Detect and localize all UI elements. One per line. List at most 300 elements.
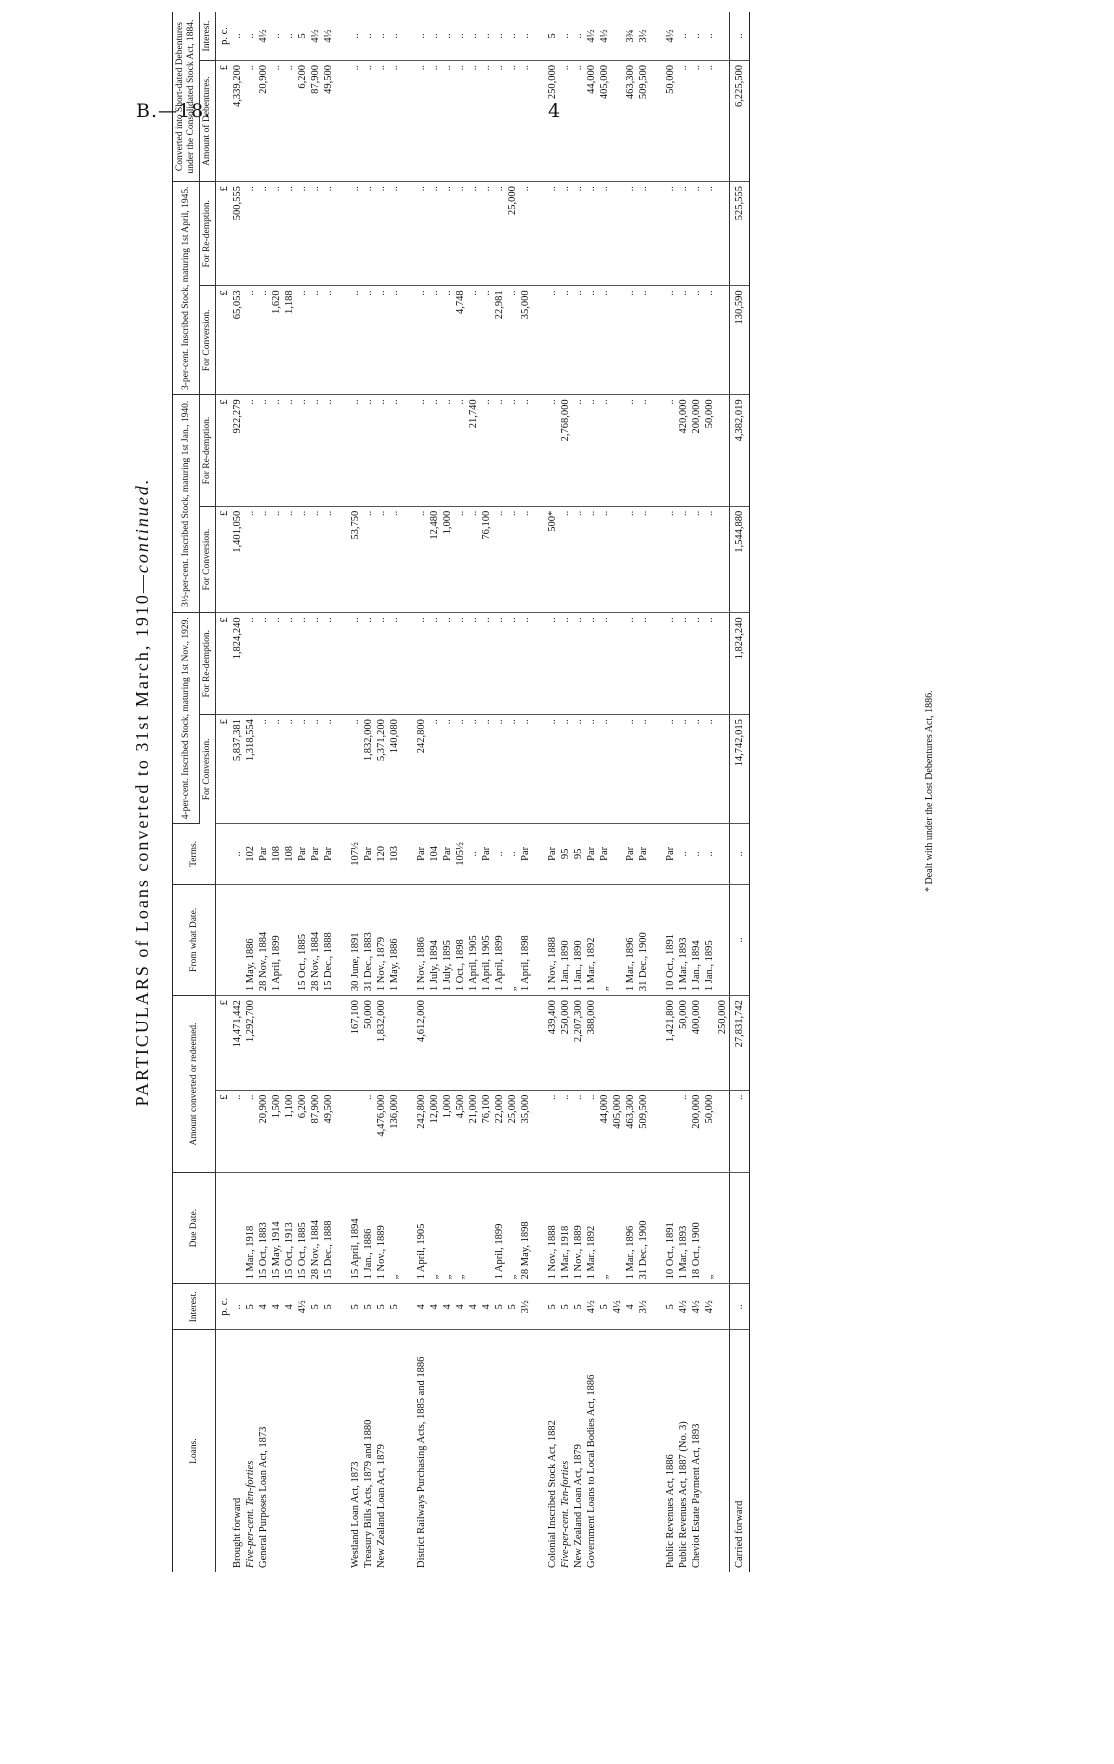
cell-debenture-amount: 250,000 xyxy=(546,61,559,182)
cell-amount-sub: 4,476,000 xyxy=(375,1090,388,1172)
cell-debenture-interest: 4½ xyxy=(664,12,677,61)
cell-stock-3pc-redemption: .. xyxy=(480,182,493,286)
cell-interest: .. xyxy=(231,1284,244,1330)
cell-stock-4pc-redemption: .. xyxy=(441,613,454,715)
cell-stock-3-5pc-redemption: .. xyxy=(441,395,454,506)
cell-stock-3pc-conversion xyxy=(401,286,415,395)
cell-debenture-amount: 44,000 xyxy=(585,61,598,182)
cell-terms: Par xyxy=(296,824,309,885)
cell-amount-sub xyxy=(716,1090,730,1172)
cell-debenture-amount: .. xyxy=(441,61,454,182)
cell-loan-name: Government Loans to Local Bodies Act, 1886 xyxy=(586,1374,597,1568)
table-row xyxy=(664,12,677,1572)
cell-amount-total xyxy=(283,996,296,1090)
cell-stock-4pc-redemption: .. xyxy=(572,613,585,715)
cell-stock-4pc-conversion: .. xyxy=(257,715,270,824)
header-interest: Interest. xyxy=(173,1284,216,1330)
cell-stock-4pc-redemption: .. xyxy=(428,613,441,715)
cell-debenture-amount: .. xyxy=(428,61,441,182)
cell-amount-total: 2,207,300 xyxy=(572,996,585,1090)
cell-due-date: 18 Oct., 1900 xyxy=(690,1172,703,1283)
cell-from-date: 28 Nov., 1884 xyxy=(257,884,270,995)
cell-amount-total: 250,000 xyxy=(559,996,572,1090)
cell-stock-4pc-conversion: .. xyxy=(309,715,322,824)
unit-pound: £ xyxy=(216,61,232,182)
cell-due-date: 1 Nov., 1889 xyxy=(572,1172,585,1283)
cell-interest: 5 xyxy=(598,1284,611,1330)
cell-stock-3-5pc-conversion xyxy=(650,506,664,613)
cell-amount-sub: 1,100 xyxy=(283,1090,296,1172)
cell-debenture-interest: 3¾ xyxy=(624,12,637,61)
cell-debenture-amount: .. xyxy=(519,61,532,182)
cell-stock-4pc-redemption: .. xyxy=(664,613,677,715)
header-converted-debentures: Converted into Short-dated Debentures under the Consolidated Stock Act, 1884. xyxy=(173,12,200,182)
cell-stock-3pc-redemption: .. xyxy=(585,182,598,286)
cell-stock-3-5pc-conversion: .. xyxy=(493,506,506,613)
cell-from-date xyxy=(283,884,296,995)
table-row xyxy=(454,12,467,1572)
cell-loan-name xyxy=(703,1330,716,1572)
cell-debenture-interest: .. xyxy=(493,12,506,61)
cell-stock-3-5pc-conversion: .. xyxy=(244,506,257,613)
cell-stock-4pc-conversion: 140,080 xyxy=(388,715,401,824)
cell-amount-sub: 35,000 xyxy=(519,1090,532,1172)
cell-from-date xyxy=(611,884,624,995)
cell-amount-total xyxy=(506,996,519,1090)
table-row xyxy=(677,12,690,1572)
cell-debenture-amount: .. xyxy=(270,61,283,182)
cell-stock-3pc-conversion: .. xyxy=(637,286,650,395)
cell-stock-3-5pc-redemption: .. xyxy=(270,395,283,506)
cell-loan-name xyxy=(322,1330,335,1572)
cell-stock-3pc-redemption: .. xyxy=(703,182,716,286)
cell-from-date: 1 April, 1899 xyxy=(493,884,506,995)
cell-amount-total xyxy=(650,996,664,1090)
cell-stock-3-5pc-redemption: .. xyxy=(585,395,598,506)
cell-interest: 4 xyxy=(624,1284,637,1330)
cell-stock-3pc-conversion: .. xyxy=(362,286,375,395)
unit-pound: £ xyxy=(216,1090,232,1172)
cell-stock-3pc-conversion: .. xyxy=(703,286,716,395)
rotated-table-region xyxy=(132,12,1082,1572)
total-amt2: 27,831,742 xyxy=(730,996,750,1090)
cell-stock-4pc-conversion: .. xyxy=(559,715,572,824)
cell-stock-3-5pc-conversion xyxy=(335,506,349,613)
table-row xyxy=(428,12,441,1572)
header-3-5pc-conversion: For Conversion. xyxy=(200,506,216,613)
units-row xyxy=(216,12,232,1572)
unit-pound: £ xyxy=(216,395,232,506)
cell-debenture-amount: 6,200 xyxy=(296,61,309,182)
cell-interest: 4½ xyxy=(690,1284,703,1330)
cell-from-date: 31 Dec., 1900 xyxy=(637,884,650,995)
cell-debenture-interest: .. xyxy=(703,12,716,61)
cell-stock-3pc-conversion: .. xyxy=(428,286,441,395)
cell-stock-4pc-conversion: .. xyxy=(506,715,519,824)
table-row xyxy=(349,12,362,1572)
cell-stock-3-5pc-redemption: .. xyxy=(637,395,650,506)
cell-stock-4pc-conversion: .. xyxy=(467,715,480,824)
cell-from-date: „ xyxy=(506,884,519,995)
cell-stock-3-5pc-redemption: .. xyxy=(415,395,428,506)
cell-interest: 4 xyxy=(454,1284,467,1330)
cell-stock-3-5pc-redemption: .. xyxy=(428,395,441,506)
cell-debenture-interest: .. xyxy=(519,12,532,61)
cell-stock-3pc-conversion: .. xyxy=(296,286,309,395)
cell-terms: Par xyxy=(598,824,611,885)
cell-amount-sub xyxy=(401,1090,415,1172)
cell-debenture-interest: .. xyxy=(467,12,480,61)
cell-stock-4pc-conversion: .. xyxy=(322,715,335,824)
cell-stock-3pc-redemption: .. xyxy=(415,182,428,286)
cell-debenture-interest: .. xyxy=(231,12,244,61)
cell-stock-3-5pc-redemption xyxy=(335,395,349,506)
cell-due-date xyxy=(467,1172,480,1283)
cell-stock-4pc-redemption: .. xyxy=(703,613,716,715)
cell-stock-3-5pc-redemption: 50,000 xyxy=(703,395,716,506)
cell-interest: 5 xyxy=(506,1284,519,1330)
cell-stock-4pc-redemption: .. xyxy=(257,613,270,715)
cell-amount-sub xyxy=(532,1090,546,1172)
unit-cell xyxy=(216,1330,232,1572)
cell-amount-total xyxy=(467,996,480,1090)
cell-amount-sub: 1,500 xyxy=(270,1090,283,1172)
cell-stock-4pc-redemption: .. xyxy=(322,613,335,715)
cell-stock-3pc-conversion: .. xyxy=(257,286,270,395)
cell-stock-3-5pc-redemption xyxy=(611,395,624,506)
unit-pound: £ xyxy=(216,286,232,395)
cell-stock-3-5pc-redemption: .. xyxy=(664,395,677,506)
total-3-5pc-redemption: 4,382,019 xyxy=(730,395,750,506)
cell-terms: 103 xyxy=(388,824,401,885)
cell-stock-4pc-conversion: .. xyxy=(349,715,362,824)
cell-stock-3-5pc-redemption: 2,768,000 xyxy=(559,395,572,506)
cell-interest: 4½ xyxy=(611,1284,624,1330)
cell-stock-3pc-redemption: .. xyxy=(349,182,362,286)
cell-debenture-amount: 20,900 xyxy=(257,61,270,182)
unit-pound: £ xyxy=(216,613,232,715)
cell-amount-sub: 20,900 xyxy=(257,1090,270,1172)
cell-interest: 5 xyxy=(322,1284,335,1330)
cell-debenture-amount xyxy=(611,61,624,182)
cell-debenture-interest: .. xyxy=(441,12,454,61)
cell-stock-4pc-conversion: 242,800 xyxy=(415,715,428,824)
cell-stock-3-5pc-conversion: .. xyxy=(257,506,270,613)
cell-terms: .. xyxy=(506,824,519,885)
cell-debenture-interest: .. xyxy=(690,12,703,61)
cell-stock-3-5pc-redemption: .. xyxy=(598,395,611,506)
cell-amount-sub: 463,300 xyxy=(624,1090,637,1172)
cell-loan-name xyxy=(506,1330,519,1572)
table-row xyxy=(506,12,519,1572)
cell-stock-3pc-redemption: .. xyxy=(309,182,322,286)
cell-amount-total xyxy=(270,996,283,1090)
cell-interest: 4 xyxy=(415,1284,428,1330)
page-number: 4 xyxy=(548,100,561,122)
cell-loan-name xyxy=(637,1330,650,1572)
loans-table xyxy=(172,12,750,1572)
cell-stock-3pc-redemption: .. xyxy=(664,182,677,286)
cell-amount-total: 1,421,800 xyxy=(664,996,677,1090)
cell-stock-4pc-conversion: 1,832,000 xyxy=(362,715,375,824)
cell-loan-name xyxy=(467,1330,480,1572)
cell-from-date: 1 April, 1905 xyxy=(467,884,480,995)
cell-terms: 102 xyxy=(244,824,257,885)
cell-amount-sub: 50,000 xyxy=(703,1090,716,1172)
header-3pc-conversion: For Conversion. xyxy=(200,286,216,395)
cell-interest xyxy=(650,1284,664,1330)
table-row xyxy=(598,12,611,1572)
cell-debenture-amount: .. xyxy=(375,61,388,182)
cell-stock-3-5pc-conversion xyxy=(611,506,624,613)
table-row xyxy=(519,12,532,1572)
cell-from-date: 15 Dec., 1888 xyxy=(322,884,335,995)
cell-loan-name xyxy=(283,1330,296,1572)
cell-interest: 5 xyxy=(349,1284,362,1330)
table-row xyxy=(309,12,322,1572)
cell-debenture-amount: 4,339,200 xyxy=(231,61,244,182)
cell-due-date xyxy=(480,1172,493,1283)
cell-stock-3pc-conversion xyxy=(716,286,730,395)
cell-stock-4pc-conversion xyxy=(335,715,349,824)
cell-due-date xyxy=(401,1172,415,1283)
cell-terms xyxy=(611,824,624,885)
cell-amount-sub: 87,900 xyxy=(309,1090,322,1172)
header-from-date: From what Date. xyxy=(173,884,216,995)
cell-stock-3-5pc-redemption: 922,279 xyxy=(231,395,244,506)
cell-debenture-amount xyxy=(716,61,730,182)
cell-from-date: 1 Jan., 1890 xyxy=(559,884,572,995)
cell-stock-3pc-conversion: .. xyxy=(375,286,388,395)
cell-stock-3-5pc-conversion: .. xyxy=(375,506,388,613)
cell-terms: 95 xyxy=(559,824,572,885)
cell-due-date: „ xyxy=(454,1172,467,1283)
cell-debenture-interest: .. xyxy=(283,12,296,61)
total-row xyxy=(730,12,750,1572)
cell-terms: Par xyxy=(480,824,493,885)
footnote: * Dealt with under the Lost Debentures Act, 1886. xyxy=(924,690,935,892)
cell-terms xyxy=(716,824,730,885)
cell-from-date: 1 Mar., 1892 xyxy=(585,884,598,995)
cell-from-date: 1 Jan., 1895 xyxy=(703,884,716,995)
cell-stock-3-5pc-conversion xyxy=(532,506,546,613)
cell-loan-name: Public Revenues Act, 1886 xyxy=(665,1454,676,1568)
cell-stock-3pc-redemption: .. xyxy=(296,182,309,286)
cell-debenture-amount: .. xyxy=(283,61,296,182)
cell-from-date: 1 July, 1894 xyxy=(428,884,441,995)
cell-amount-sub: 242,800 xyxy=(415,1090,428,1172)
cell-loan-name xyxy=(401,1330,415,1572)
cell-stock-4pc-redemption: .. xyxy=(388,613,401,715)
cell-terms: Par xyxy=(624,824,637,885)
cell-loan-name xyxy=(296,1330,309,1572)
cell-terms: Par xyxy=(519,824,532,885)
cell-stock-4pc-conversion: .. xyxy=(664,715,677,824)
unit-pound: £ xyxy=(216,506,232,613)
total-from: .. xyxy=(730,884,750,995)
cell-stock-3pc-redemption: 500,555 xyxy=(231,182,244,286)
cell-stock-4pc-conversion: .. xyxy=(572,715,585,824)
cell-terms: Par xyxy=(257,824,270,885)
cell-stock-3-5pc-conversion: .. xyxy=(309,506,322,613)
cell-debenture-interest: .. xyxy=(349,12,362,61)
cell-stock-3pc-redemption: .. xyxy=(637,182,650,286)
cell-stock-4pc-redemption: .. xyxy=(624,613,637,715)
cell-stock-3pc-conversion: .. xyxy=(572,286,585,395)
cell-stock-3pc-redemption: .. xyxy=(677,182,690,286)
cell-interest xyxy=(401,1284,415,1330)
unit-pound: £ xyxy=(216,715,232,824)
spacer-row xyxy=(335,12,349,1572)
cell-stock-3pc-redemption: .. xyxy=(428,182,441,286)
cell-amount-total xyxy=(480,996,493,1090)
spacer-row xyxy=(650,12,664,1572)
cell-stock-4pc-redemption xyxy=(335,613,349,715)
table-row xyxy=(690,12,703,1572)
cell-debenture-interest: .. xyxy=(270,12,283,61)
cell-loan-name xyxy=(454,1330,467,1572)
table-row xyxy=(231,12,244,1572)
cell-amount-total xyxy=(257,996,270,1090)
table-row xyxy=(296,12,309,1572)
cell-interest: 5 xyxy=(309,1284,322,1330)
cell-from-date: 1 Nov., 1888 xyxy=(546,884,559,995)
cell-amount-total xyxy=(322,996,335,1090)
cell-stock-3-5pc-conversion: .. xyxy=(296,506,309,613)
cell-from-date: „ xyxy=(598,884,611,995)
cell-stock-4pc-conversion: .. xyxy=(454,715,467,824)
cell-stock-3-5pc-redemption: .. xyxy=(480,395,493,506)
cell-amount-total: 400,000 xyxy=(690,996,703,1090)
cell-stock-3pc-conversion: .. xyxy=(467,286,480,395)
cell-stock-3pc-conversion: .. xyxy=(664,286,677,395)
cell-amount-total: 50,000 xyxy=(677,996,690,1090)
cell-terms: Par xyxy=(441,824,454,885)
cell-stock-3pc-redemption xyxy=(335,182,349,286)
cell-terms xyxy=(650,824,664,885)
cell-interest: 4½ xyxy=(703,1284,716,1330)
header-terms: Terms. xyxy=(173,824,216,885)
cell-stock-3-5pc-redemption: .. xyxy=(506,395,519,506)
header-3pc-redemption: For Re-demption. xyxy=(200,182,216,286)
cell-interest: 4 xyxy=(467,1284,480,1330)
cell-stock-3-5pc-redemption: .. xyxy=(309,395,322,506)
cell-due-date: „ xyxy=(428,1172,441,1283)
cell-amount-total: 50,000 xyxy=(362,996,375,1090)
cell-terms: 107½ xyxy=(349,824,362,885)
cell-stock-3-5pc-conversion: .. xyxy=(283,506,296,613)
cell-amount-total xyxy=(335,996,349,1090)
cell-debenture-amount: 87,900 xyxy=(309,61,322,182)
cell-from-date: 1 April, 1899 xyxy=(270,884,283,995)
cell-stock-3-5pc-conversion: .. xyxy=(559,506,572,613)
total-4pc-conversion: 14,742,015 xyxy=(730,715,750,824)
table-row xyxy=(493,12,506,1572)
cell-loan-name: New Zealand Loan Act, 1879 xyxy=(376,1444,387,1568)
cell-debenture-interest: .. xyxy=(559,12,572,61)
cell-amount-total: 1,832,000 xyxy=(375,996,388,1090)
cell-stock-3pc-redemption: .. xyxy=(283,182,296,286)
table-title xyxy=(132,12,153,1572)
cell-amount-sub: .. xyxy=(362,1090,375,1172)
cell-stock-3-5pc-conversion: .. xyxy=(270,506,283,613)
table-row xyxy=(388,12,401,1572)
cell-from-date: 1 April, 1898 xyxy=(519,884,532,995)
cell-terms: Par xyxy=(309,824,322,885)
cell-stock-3-5pc-redemption: .. xyxy=(519,395,532,506)
cell-stock-4pc-redemption: .. xyxy=(598,613,611,715)
cell-stock-3-5pc-redemption: 200,000 xyxy=(690,395,703,506)
cell-due-date: 1 Nov., 1889 xyxy=(375,1172,388,1283)
cell-debenture-amount: 405,000 xyxy=(598,61,611,182)
cell-stock-3pc-redemption xyxy=(401,182,415,286)
cell-stock-4pc-conversion: .. xyxy=(677,715,690,824)
cell-stock-3pc-redemption: .. xyxy=(519,182,532,286)
cell-interest: 5 xyxy=(546,1284,559,1330)
cell-loan-name xyxy=(270,1330,283,1572)
cell-terms xyxy=(401,824,415,885)
cell-amount-total: 250,000 xyxy=(716,996,730,1090)
cell-loan-name: Treasury Bills Acts, 1879 and 1880 xyxy=(363,1419,374,1568)
title-main: PARTICULARS of Loans converted to 31st March, 1910— xyxy=(132,573,152,1107)
cell-amount-sub: .. xyxy=(231,1090,244,1172)
cell-amount-sub: .. xyxy=(244,1090,257,1172)
cell-interest xyxy=(532,1284,546,1330)
cell-stock-3-5pc-conversion: 53,750 xyxy=(349,506,362,613)
cell-stock-4pc-conversion: .. xyxy=(703,715,716,824)
cell-stock-4pc-redemption: .. xyxy=(546,613,559,715)
cell-stock-3pc-conversion: .. xyxy=(546,286,559,395)
header-stock-4pc: 4-per-cent. Inscribed Stock, maturing 1st Nov., 1929. xyxy=(173,613,200,824)
cell-stock-3-5pc-redemption: .. xyxy=(296,395,309,506)
cell-amount-sub: 76,100 xyxy=(480,1090,493,1172)
cell-stock-3-5pc-conversion xyxy=(716,506,730,613)
cell-loan-name xyxy=(532,1330,546,1572)
table-row xyxy=(637,12,650,1572)
cell-terms: 95 xyxy=(572,824,585,885)
cell-loan-name: New Zealand Loan Act, 1879 xyxy=(573,1444,584,1568)
cell-debenture-amount: .. xyxy=(349,61,362,182)
total-3-5pc-conversion: 1,544,880 xyxy=(730,506,750,613)
cell-stock-4pc-conversion: .. xyxy=(637,715,650,824)
cell-debenture-amount xyxy=(650,61,664,182)
cell-due-date xyxy=(532,1172,546,1283)
table-row xyxy=(703,12,716,1572)
cell-debenture-interest: .. xyxy=(677,12,690,61)
cell-stock-3pc-redemption xyxy=(532,182,546,286)
cell-stock-3pc-redemption: .. xyxy=(257,182,270,286)
cell-from-date: 1 Oct., 1898 xyxy=(454,884,467,995)
cell-debenture-interest xyxy=(335,12,349,61)
cell-amount-sub xyxy=(335,1090,349,1172)
cell-due-date: 10 Oct., 1891 xyxy=(664,1172,677,1283)
cell-stock-3-5pc-conversion: .. xyxy=(664,506,677,613)
cell-amount-total xyxy=(493,996,506,1090)
cell-stock-3-5pc-redemption: .. xyxy=(283,395,296,506)
cell-stock-3-5pc-conversion: .. xyxy=(598,506,611,613)
cell-loan-name xyxy=(388,1330,401,1572)
header-debenture-amount: Amount of Debentures. xyxy=(200,61,216,182)
table-row xyxy=(559,12,572,1572)
cell-debenture-amount xyxy=(532,61,546,182)
cell-stock-3pc-conversion: .. xyxy=(480,286,493,395)
cell-stock-4pc-conversion: .. xyxy=(296,715,309,824)
cell-terms: .. xyxy=(467,824,480,885)
cell-stock-3-5pc-redemption: .. xyxy=(572,395,585,506)
cell-stock-3-5pc-conversion: .. xyxy=(677,506,690,613)
table-row xyxy=(257,12,270,1572)
cell-amount-total xyxy=(532,996,546,1090)
